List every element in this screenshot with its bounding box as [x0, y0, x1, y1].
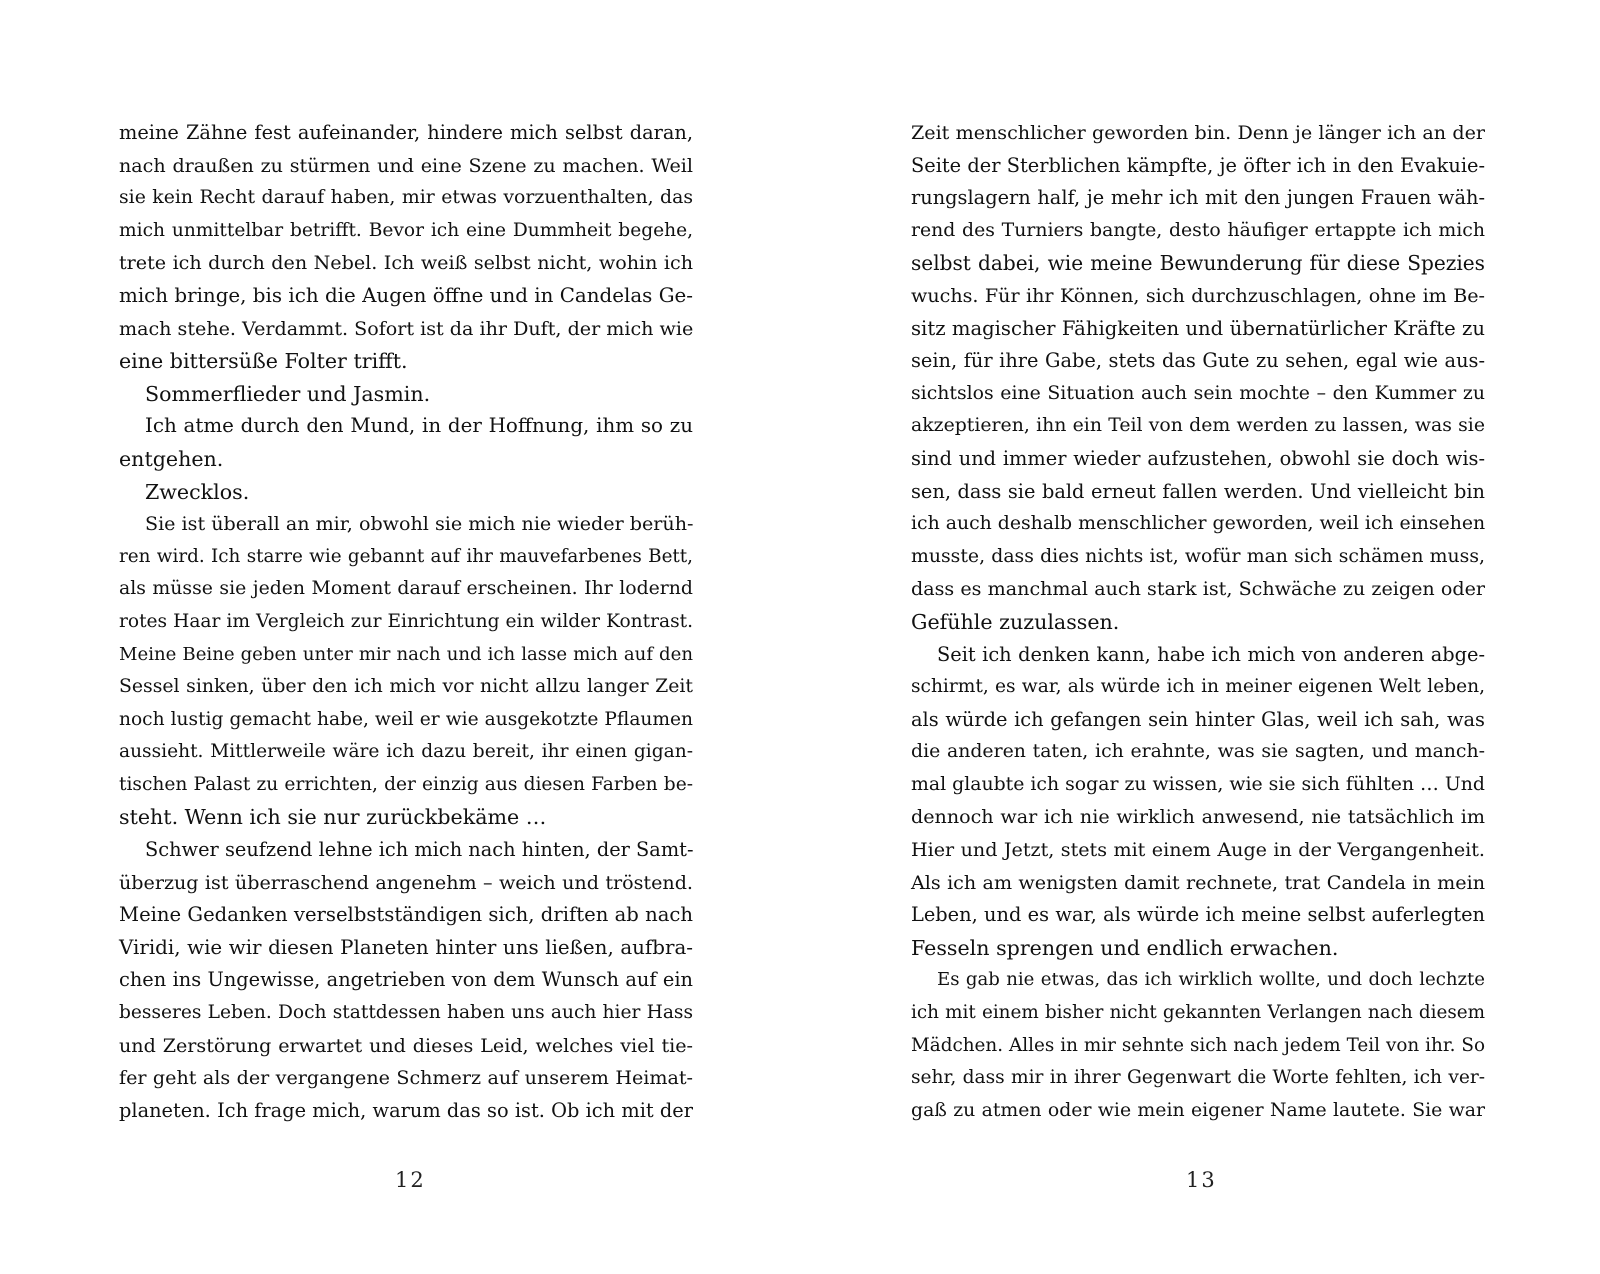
text-line: Schwer seufzend lehne ich mich nach hinten, der Samt- — [145, 838, 694, 862]
text-line: sind und immer wieder aufzustehen, obwohl sie doch wis- — [911, 446, 1485, 470]
text-line: ich mit einem bisher nicht gekannten Verlangen nach diesem — [911, 1002, 1485, 1024]
text-line: Zeit menschlicher geworden bin. Denn je länger ich an der — [911, 121, 1485, 144]
text-line: meine Zähne fest aufeinander, hindere mich selbst daran, — [119, 121, 693, 144]
text-line: Ich atme durch den Mund, in der Hoffnung, ihm so zu — [145, 414, 693, 438]
text-line: Sommerflieder und Jasmin. — [145, 381, 431, 406]
right-page — [800, 0, 1600, 1274]
text-line: eine bittersüße Folter trifft. — [119, 349, 408, 374]
text-line: rungslagern half, je mehr ich mit den jungen Frauen wäh- — [911, 186, 1485, 210]
text-line: sehr, dass mir in ihrer Gegenwart die Worte fehlten, ich ver- — [911, 1067, 1485, 1089]
text-line: Mädchen. Alles in mir sehnte sich nach jedem Teil von ihr. So — [911, 1034, 1485, 1056]
text-line: sitz magischer Fähigkeiten und übernatürlicher Kräfte zu — [911, 316, 1485, 340]
text-line: trete ich durch den Nebel. Ich weiß selbst nicht, wohin ich — [119, 251, 693, 275]
text-line: als müsse sie jeden Moment darauf erscheinen. Ihr lodernd — [119, 578, 693, 600]
text-line: rend des Turniers bangte, desto häufiger ertappte ich mich — [911, 219, 1485, 241]
text-line: überzug ist überraschend angenehm – weich und tröstend. — [119, 870, 693, 894]
text-line: Sessel sinken, über den ich mich vor nicht allzu langer Zeit — [119, 676, 693, 698]
text-line: sen, dass sie bald erneut fallen werden. Und vielleicht bin — [911, 479, 1485, 503]
text-line: ren wird. Ich starre wie gebannt auf ihr mauvefarbenes Bett, — [119, 545, 693, 567]
text-line: selbst dabei, wie meine Bewunderung für diese Spezies — [911, 251, 1485, 276]
text-line: dass es manchmal auch stark ist, Schwäche zu zeigen oder — [911, 577, 1485, 601]
text-line: planeten. Ich frage mich, warum das so ist. Ob ich mit der — [119, 1098, 693, 1122]
text-line: tischen Palast zu errichten, der einzig aus diesen Farben be- — [119, 773, 693, 795]
left-page-text — [119, 117, 693, 1127]
text-line: als würde ich gefangen sein hinter Glas, weil ich sah, was — [911, 707, 1485, 731]
text-line: Viridi, wie wir diesen Planeten hinter uns ließen, aufbra- — [119, 935, 693, 959]
text-line: entgehen. — [119, 446, 224, 471]
text-line: besseres Leben. Doch stattdessen haben uns auch hier Hass — [119, 1002, 693, 1024]
text-line: ich auch deshalb menschlicher geworden, weil ich einsehen — [911, 513, 1486, 535]
text-line: schirmt, es war, als würde ich in meiner eigenen Welt leben, — [911, 676, 1485, 698]
text-line: die anderen taten, ich erahnte, was sie sagten, und manch- — [911, 741, 1485, 763]
text-line: gaß zu atmen oder wie mein eigener Name lautete. Sie war — [911, 1099, 1485, 1121]
text-line: Seit ich denken kann, habe ich mich von anderen abge- — [937, 642, 1485, 666]
text-line: mal glaubte ich sogar zu wissen, wie sie sich fühlten … Und — [911, 773, 1485, 795]
text-line: Als ich am wenigsten damit rechnete, trat Candela in mein — [911, 870, 1485, 894]
text-line: Gefühle zuzulassen. — [911, 609, 1120, 634]
text-line: aussieht. Mittlerweile wäre ich dazu bereit, ihr einen gigan- — [119, 741, 693, 763]
text-line: Hier und Jetzt, stets mit einem Auge in der Vergangenheit. — [911, 838, 1485, 862]
text-line: wuchs. Für ihr Können, sich durchzuschlagen, ohne im Be- — [911, 283, 1485, 307]
text-line: sein, für ihre Gabe, stets das Gute zu sehen, egal wie aus- — [911, 349, 1485, 373]
text-line: mich bringe, bis ich die Augen öffne und in Candelas Ge- — [119, 283, 693, 307]
text-line: Fesseln sprengen und endlich erwachen. — [911, 935, 1339, 960]
text-line: sichtslos eine Situation auch sein mochte – den Kummer zu — [911, 382, 1485, 404]
text-line: Sie ist überall an mir, obwohl sie mich nie wieder berüh- — [145, 512, 694, 536]
text-line: nach draußen zu stürmen und eine Szene zu machen. Weil — [119, 153, 693, 177]
left-page-number: 12 — [395, 1168, 426, 1192]
text-line: dennoch war ich nie wirklich anwesend, nie tatsächlich im — [911, 805, 1485, 829]
text-line: noch lustig gemacht habe, weil er wie ausgekotzte Pflaumen — [119, 708, 693, 730]
text-line: Zwecklos. — [145, 479, 250, 504]
text-line: Meine Beine geben unter mir nach und ich lasse mich auf den — [119, 643, 693, 665]
text-line: chen ins Ungewisse, angetrieben von dem Wunsch auf ein — [119, 968, 693, 992]
text-line: rotes Haar im Vergleich zur Einrichtung ein wilder Kontrast. — [119, 610, 693, 632]
text-line: sie kein Recht darauf haben, mir etwas vorzuenthalten, das — [119, 187, 693, 209]
text-line: Leben, und es war, als würde ich meine selbst auferlegten — [911, 903, 1485, 927]
text-line: Es gab nie etwas, das ich wirklich wollte, und doch lechzte — [937, 969, 1485, 991]
text-line: und Zerstörung erwartet und dieses Leid, welches viel tie- — [119, 1033, 693, 1057]
text-line: fer geht als der vergangene Schmerz auf unserem Heimat- — [119, 1066, 693, 1090]
text-line: mach stehe. Verdammt. Sofort ist da ihr Duft, der mich wie — [119, 316, 694, 340]
right-page-text — [911, 117, 1485, 1127]
text-line: akzeptieren, ihn ein Teil von dem werden zu lassen, was sie — [911, 415, 1485, 437]
text-line: steht. Wenn ich sie nur zurückbekäme … — [119, 805, 547, 830]
text-line: musste, dass dies nichts ist, wofür man sich schämen muss, — [911, 545, 1485, 567]
text-line: mich unmittelbar betrifft. Bevor ich eine Dummheit begehe, — [119, 219, 693, 241]
text-line: Seite der Sterblichen kämpfte, je öfter ich in den Evakuie- — [911, 153, 1485, 177]
text-line: Meine Gedanken verselbstständigen sich, driften ab nach — [119, 903, 693, 927]
right-page-number: 13 — [1186, 1168, 1217, 1192]
